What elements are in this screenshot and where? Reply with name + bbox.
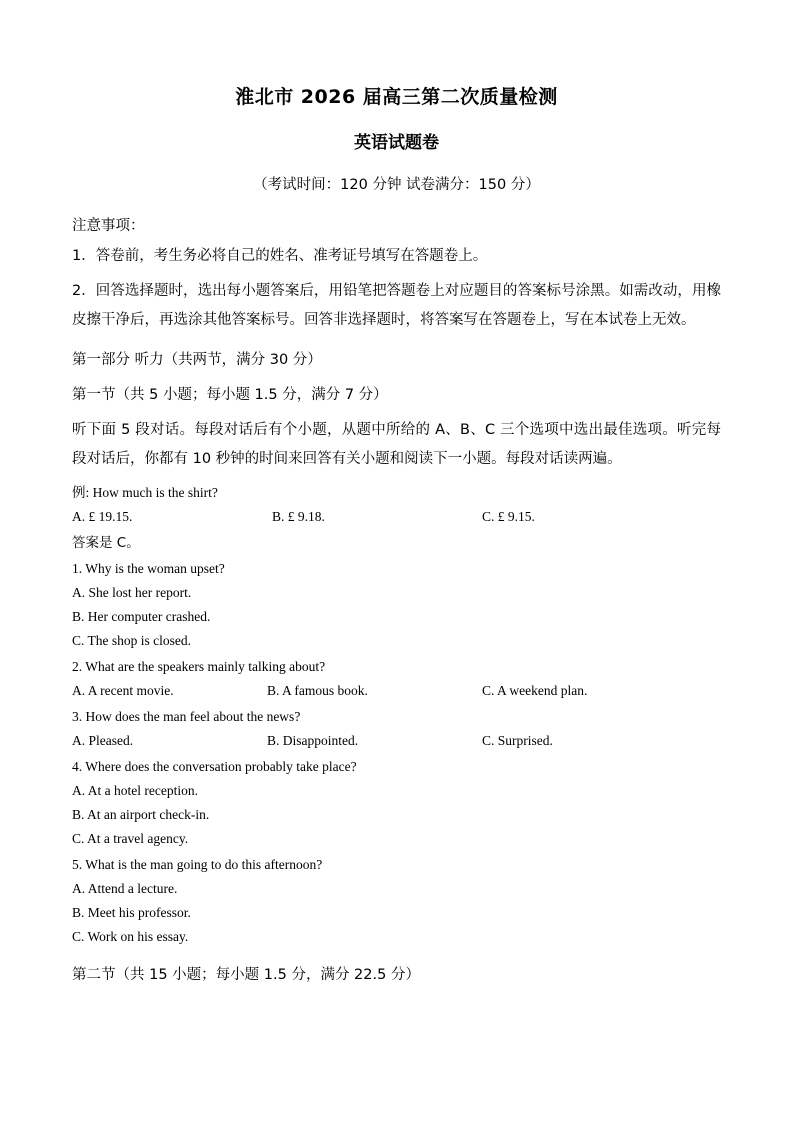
question-3-options-row <box>72 729 721 753</box>
notice-item-2: 2．回答选择题时，选出每小题答案后，用铅笔把答题卷上对应题目的答案标号涂黑。如需改动，用橡皮擦干净后，再选涂其他答案标号。回答非选择题时，将答案写在答题卷上，写在本试卷上无效。 <box>72 283 721 328</box>
question-4-stem: 4. Where does the conversation probably take place? <box>72 758 357 774</box>
question-2-option-a: A. A recent movie. <box>72 682 174 698</box>
notice-item-1: 1．答卷前，考生务必将自己的姓名、准考证号填写在答题卷上。 <box>72 248 488 264</box>
question-4-option-a: A. At a hotel reception. <box>72 783 198 798</box>
question-5-option-c: C. Work on his essay. <box>72 929 189 945</box>
section-one-heading: 第一节（共 5 小题；每小题 1.5 分，满分 7 分） <box>72 387 388 404</box>
question-2-option-b: B. A famous book. <box>267 682 368 698</box>
question-1-option-a: A. She lost her report. <box>72 584 192 600</box>
notice-heading: 注意事项： <box>72 218 145 234</box>
example-question: 例: How much is the shirt? <box>72 484 218 500</box>
question-2-stem: 2. What are the speakers mainly talking about? <box>72 658 326 674</box>
page-title: 淮北市 2026 届高三第二次质量检测 <box>235 86 558 108</box>
question-4-option-b: B. At an airport check-in. <box>72 807 210 823</box>
example-option-b: B. £ 9.18. <box>272 508 325 524</box>
part-one-heading: 第一部分 听力（共两节，满分 30 分） <box>72 351 322 368</box>
question-5-option-b: B. Meet his professor. <box>72 905 191 921</box>
section-one-directions: 听下面 5 段对话。每段对话后有个小题，从题中所给的 A、B、C 三个选项中选出最佳选项。听完每段对话后，你都有 10 秒钟的时间来回答有关小题和阅读下一小题。每段对话读两遍。 <box>72 422 721 467</box>
question-3-option-a: A. Pleased. <box>72 732 134 748</box>
question-3-option-b: B. Disappointed. <box>267 732 359 748</box>
question-3-stem: 3. How does the man feel about the news? <box>72 708 301 724</box>
section-two-heading: 第二节（共 15 小题；每小题 1.5 分，满分 22.5 分） <box>72 967 420 984</box>
page-subtitle: 英语试题卷 <box>354 133 439 153</box>
question-1-option-b: B. Her computer crashed. <box>72 608 211 624</box>
question-3-option-c: C. Surprised. <box>482 732 553 748</box>
example-option-c: C. £ 9.15. <box>482 508 535 524</box>
question-1-stem: 1. Why is the woman upset? <box>72 560 225 576</box>
question-5-option-a: A. Attend a lecture. <box>72 881 178 897</box>
question-2-option-c: C. A weekend plan. <box>482 682 588 698</box>
question-1-option-c: C. The shop is closed. <box>72 632 191 648</box>
exam-info: （考试时间：120 分钟 试卷满分：150 分） <box>253 177 540 193</box>
spacer <box>72 473 721 479</box>
example-options-row <box>72 505 721 529</box>
question-2-options-row <box>72 679 721 703</box>
example-answer: 答案是 C。 <box>72 534 140 551</box>
example-option-a: A. £ 19.15. <box>72 508 133 524</box>
question-5-stem: 5. What is the man going to do this afternoon? <box>72 857 323 873</box>
question-4-option-c: C. At a travel agency. <box>72 831 189 847</box>
